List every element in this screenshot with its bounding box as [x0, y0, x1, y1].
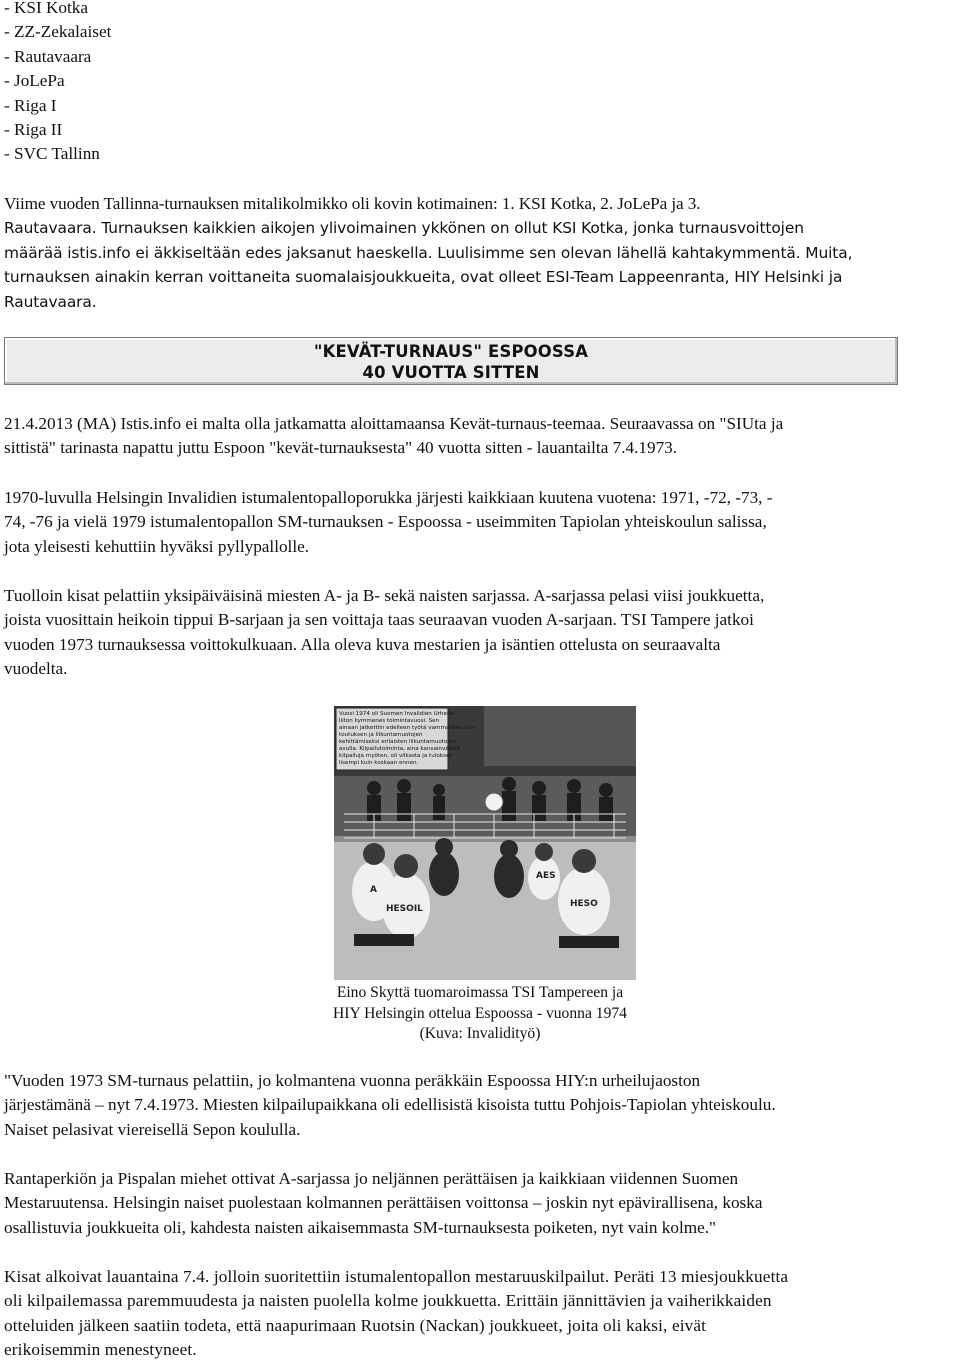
shirt-text: HESOIL	[386, 904, 423, 914]
heading-line-1: "KEVÄT-TURNAUS" ESPOOSSA	[313, 342, 589, 361]
quote-paragraph	[4, 1069, 956, 1142]
paragraph-line: vuodelta.	[4, 659, 68, 679]
photo-inset-line: lisempi kuin koskaan ennen.	[339, 760, 419, 766]
list-item: - SVC Tallinn	[4, 144, 100, 164]
photo-inset-line: Vuosi 1974 oli Suomen Invalidien Urheilu-	[339, 711, 456, 717]
list-item: - Riga II	[4, 120, 63, 140]
intro-paragraph	[4, 192, 956, 314]
list-item: - Riga I	[4, 95, 57, 115]
photo-inset-line: toutuksen ja liikuntamuotojen	[339, 732, 423, 738]
list-item: - KSI Kotka	[4, 0, 89, 17]
paragraph-line: 1970-luvulla Helsingin Invalidien istumalentopalloporukka järjesti kaikkiaan kuutena vuotena: 1971, -72, -73, -	[4, 488, 773, 507]
list-item: - JoLePa	[4, 71, 65, 91]
paragraph-line: Naiset pelasivat viereisellä Sepon koululla.	[4, 1119, 301, 1139]
paragraph-line: otteluiden jälkeen saatiin todeta, että naapurimaan Ruotsin (Nackan) joukkueet, joita oli kaksi, eivät	[4, 1315, 707, 1335]
paragraph-line: Rautavaara. Turnauksen kaikkien aikojen ylivoimainen ykkönen on ollut KSI Kotka, jonka turnausvoittojen	[4, 219, 804, 238]
paragraph-line: määrää istis.info ei äkkiseltään edes jaksanut haeskella. Luulisimme sen olevan lähellä kahtakymmentä. Muita,	[4, 243, 853, 262]
tournament-paragraph	[4, 584, 956, 682]
section-heading	[4, 337, 898, 385]
paragraph-line: turnauksen ainakin kerran voittaneita suomalaisjoukkueita, ovat olleet ESI-Team Lappeenranta, HIY Helsinki ja	[4, 268, 843, 287]
team-list	[4, 0, 956, 167]
paragraph-line: Tuolloin kisat pelattiin yksipäiväisinä miesten A- ja B- sekä naisten sarjassa. A-sarjassa pelasi viisi joukkuetta,	[4, 586, 765, 605]
list-item: - Rautavaara	[4, 46, 92, 66]
paragraph-line: osallistuvia joukkueita oli, kahdesta naisten aikaisemmasta SM-turnauksesta poiketen, nyt vain kolme."	[4, 1217, 717, 1237]
paragraph-line: Viime vuoden Tallinna-turnauksen mitalikolmikko oli kovin kotimainen: 1. KSI Kotka, 2. JoLePa ja 3.	[4, 194, 701, 213]
paragraph-line: Kisat alkoivat lauantaina 7.4. jolloin suoritettiin istumalentopallon mestaruuskilpailut. Peräti 13 miesjoukkuetta	[4, 1267, 789, 1286]
photo-caption	[0, 983, 960, 1045]
shirt-text: A	[370, 885, 377, 895]
paragraph-line: oli kilpailemassa paremmuudesta ja naisten puolella kolme joukkuetta. Erittäin jännittävien ja vaiherikkaiden	[4, 1291, 772, 1311]
caption-line: (Kuva: Invalidityö)	[419, 1025, 541, 1042]
photo-inset-line: liiton kymmenes toimintavuosi. Sen	[339, 718, 440, 724]
shirt-text: AES	[536, 871, 556, 881]
paragraph-line: Mestaruutensa. Helsingin naiset puolestaan kolmannen perättäisen voittonsa – joskin nyt epävirallisena, koska	[4, 1193, 763, 1213]
heading-line-2: 40 VUOTTA SITTEN	[362, 363, 540, 382]
history-paragraph	[4, 486, 956, 559]
photo-inset-line: kilpailuja myöten, oli vilkasta ja tuloksel-	[339, 753, 453, 759]
paragraph-line: Rantaperkiön ja Pispalan miehet ottivat A-sarjassa jo neljännen perättäisen ja kaikkiaan viidennen Suomen	[4, 1169, 739, 1188]
paragraph-line: joista vuosittain heikoin tippui B-sarjaan ja sen voittaja taas seuraavan vuoden A-sarjaan. TSI Tampere jatkoi	[4, 610, 754, 630]
championship-paragraph	[4, 1167, 956, 1240]
paragraph-line: erikoisemmin menestyneet.	[4, 1340, 197, 1360]
photo-inset-line: avulla. Kilpailutoiminta, aina kansainvälisiä	[339, 746, 460, 752]
paragraph-line: Rautavaara.	[4, 292, 97, 311]
shirt-text: HESO	[570, 899, 598, 909]
date-paragraph	[4, 412, 956, 461]
paragraph-line: järjestämänä – nyt 7.4.1973. Miesten kilpailupaikkana oli edellisistä kisoista tuttu Pohjois-Tapiolan yhteiskoulu.	[4, 1095, 776, 1115]
list-item: - ZZ-Zekalaiset	[4, 22, 112, 42]
caption-line: HIY Helsingin ottelua Espoossa - vuonna 1974	[333, 1004, 627, 1022]
caption-line: Eino Skyttä tuomaroimassa TSI Tampereen ja	[336, 984, 624, 1001]
paragraph-line: jota yleisesti kehuttiin hyväksi pyllypallolle.	[4, 536, 310, 556]
match-photo	[334, 706, 636, 980]
paragraph-line: 74, -76 ja vielä 1979 istumalentopallon SM-turnauksen - Espoossa - useimmiten Tapiolan yhteiskoulun salissa,	[4, 512, 767, 532]
photo-inset-line: ainaan jatkettiin edelleen työtä vammaisten kun-	[339, 725, 477, 731]
photo-inset-line: kehittämiseksi erilaisten liikuntamuotojen	[339, 739, 456, 745]
paragraph-line: sittistä" tarinasta napattu juttu Espoon "kevät-turnauksesta" 40 vuotta sitten - lauantailta 7.4.1973.	[4, 438, 678, 458]
paragraph-line: vuoden 1973 turnauksessa voittokulkuaan. Alla oleva kuva mestarien ja isäntien ottelusta on seuraavalta	[4, 634, 721, 654]
paragraph-line: 21.4.2013 (MA) Istis.info ei malta olla jatkamatta aloittamaansa Kevät-turnaus-teemaa. Seuraavassa on "SIUta ja	[4, 414, 784, 433]
paragraph-line: "Vuoden 1973 SM-turnaus pelattiin, jo kolmantena vuonna peräkkäin Espoossa HIY:n urheilujaoston	[4, 1071, 701, 1090]
competition-paragraph	[4, 1265, 956, 1363]
